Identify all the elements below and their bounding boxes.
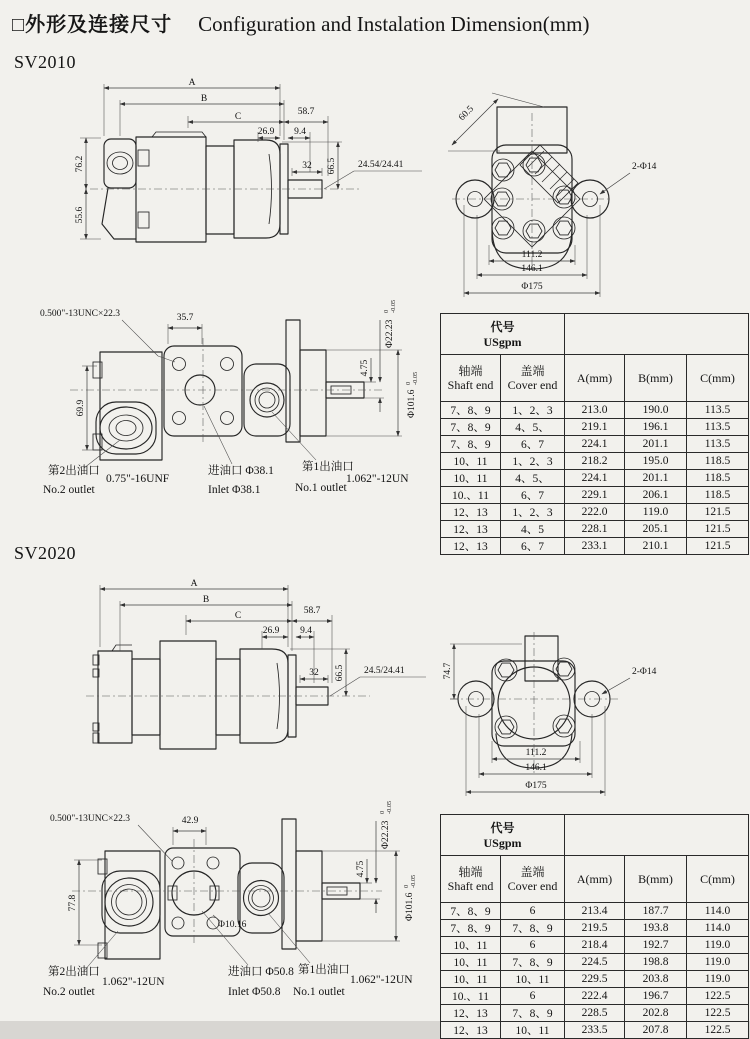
shaft-end-header: 轴端 Shaft end [441,355,501,402]
port-labels [43,406,409,496]
dimensions [100,579,426,696]
table-cell: 219.1 [565,419,625,436]
table-row [441,419,749,436]
table-cell: 10、11 [441,971,501,988]
dim-label: 55.6 [75,206,85,224]
table-row [441,521,749,538]
outlet2-label-en: No.2 outlet [43,986,95,998]
table-cell: 113.5 [687,402,749,419]
table-cell: 7、8、9 [441,903,501,920]
outlet2-label-cn: 第2出油口 [48,465,100,477]
cover-end-header: 盖端 Cover end [501,355,565,402]
dim-label: B [200,94,208,104]
table-row [441,937,749,954]
table-cell: 119.0 [687,937,749,954]
table-cell: 193.8 [625,920,687,937]
table-cell: 203.8 [625,971,687,988]
sv2020-port-view-drawing [10,800,440,1021]
table-cell: 10、11 [501,971,565,988]
dim-label: A [190,579,198,589]
dim-label: 24.5/24.41 [364,666,405,676]
table-cell: 205.1 [625,521,687,538]
table-cell: 218.4 [565,937,625,954]
table-cell: 12、13 [441,538,501,555]
inlet-label-en: Inlet Φ50.8 [228,986,281,998]
dim-label: Φ175 [525,781,547,791]
outlet2-thread: 0.75"-16UNF [106,473,170,485]
dim-label: 66.5 [335,664,345,682]
svg-text:0: 0 [383,309,390,313]
pump-outline [72,819,382,959]
dim-label: 32 [302,161,312,171]
pilot-dia-label [403,875,417,921]
table-cell: 121.5 [687,504,749,521]
table-cell: 228.5 [565,1005,625,1022]
dim-label: 58.7 [297,107,315,117]
table-cell: 6 [501,903,565,920]
inlet-label-en: Inlet Φ38.1 [208,484,261,496]
table-cell: 7、8、9 [501,954,565,971]
dimensions [40,300,419,450]
dim-label: C [234,112,242,122]
svg-text:0: 0 [379,810,386,814]
table-row [441,920,749,937]
pilot-dia-label [405,372,419,418]
table-cell: 122.5 [687,1022,749,1039]
table-row [441,1005,749,1022]
flange-outline [452,107,612,273]
table-cell: 121.5 [687,538,749,555]
shaft-dia-label [379,801,393,849]
inlet-label-cn: 进油口 Φ50.8 [228,966,294,978]
table-cell: 224.5 [565,954,625,971]
outlet1-label-cn: 第1出油口 [298,964,350,976]
sv2020-spec-table [440,814,749,1039]
table-cell: 10、11 [441,954,501,971]
page-title-cn: □外形及连接尺寸 [12,14,173,36]
dim-label: 2-Φ14 [632,667,657,677]
blank-header [565,815,749,856]
sv2010-flange-view-drawing [440,95,740,310]
table-cell: 6 [501,937,565,954]
table-cell: 7、8、9 [441,436,501,453]
table-cell: 229.1 [565,487,625,504]
table-cell: 224.1 [565,436,625,453]
page-title [12,8,589,37]
table-cell: 12、13 [441,1005,501,1022]
sv2010-port-view-drawing [10,300,440,535]
inlet-label-cn: 进油口 Φ38.1 [208,465,274,477]
table-cell: 233.1 [565,538,625,555]
table-cell: 202.8 [625,1005,687,1022]
table-cell: 118.5 [687,487,749,504]
table-cell: 207.8 [625,1022,687,1039]
svg-text:-0.05: -0.05 [412,371,419,385]
table-row [441,402,749,419]
table-cell: 201.1 [625,470,687,487]
table-cell: 187.7 [625,903,687,920]
dim-label: A [188,78,196,88]
table-cell: 114.0 [687,903,749,920]
table-cell: 10、11 [441,470,501,487]
table-cell: 229.5 [565,971,625,988]
sv2010-spec-table [440,313,749,555]
table-cell: 118.5 [687,470,749,487]
outlet1-label-cn: 第1出油口 [302,461,354,473]
table-row [441,988,749,1005]
table-cell: 6、7 [501,436,565,453]
table-cell: 10、11 [441,453,501,470]
page-title-en: Configuration and Instalation Dimension(mm) [198,12,590,36]
svg-text:-0.05: -0.05 [390,299,397,313]
dim-label: 146.1 [521,264,543,274]
table-cell: 114.0 [687,920,749,937]
table-cell: 210.1 [625,538,687,555]
svg-text:-0.05: -0.05 [386,800,393,814]
shaft-dia-label [383,300,397,348]
svg-text:Φ22.23: Φ22.23 [385,319,395,348]
dim-label: 2-Φ14 [632,162,657,172]
code-header: 代号 USgpm [441,314,565,355]
dim-label: Φ175 [521,282,543,292]
dim-label: 42.9 [181,816,199,826]
dim-label: 76.2 [75,155,85,173]
table-cell: 196.7 [625,988,687,1005]
table-row [441,453,749,470]
table-cell: 222.0 [565,504,625,521]
table-cell: 12、13 [441,504,501,521]
table-cell: 7、8、9 [441,402,501,419]
dim-label: 74.7 [443,662,453,680]
table-cell: 10、11 [501,1022,565,1039]
thread-label: 0.500"-13UNC×22.3 [40,309,120,319]
dim-label: 58.7 [303,606,321,616]
outlet1-thread: 1.062"-12UN [350,974,413,986]
table-cell: 119.0 [687,971,749,988]
table-cell: 1、2、3 [501,504,565,521]
table-cell: 122.5 [687,1005,749,1022]
table-cell: 119.0 [625,504,687,521]
dim-label: 77.8 [68,894,78,912]
dim-label: Φ10.16 [218,920,247,930]
table-cell: 10.、11 [441,487,501,504]
table-cell: 118.5 [687,453,749,470]
pump-outline [90,132,360,242]
table-cell: 213.4 [565,903,625,920]
table-cell: 12、13 [441,521,501,538]
outlet1-thread: 1.062"-12UN [346,473,409,485]
dim-label: 146.1 [525,763,547,773]
svg-text:Φ101.6: Φ101.6 [407,389,417,418]
table-cell: 7、8、9 [441,920,501,937]
table-row [441,436,749,453]
table-cell: 213.0 [565,402,625,419]
model-label-sv2010: SV2010 [14,52,77,72]
dim-label: 66.5 [327,157,337,175]
table-cell: 206.1 [625,487,687,504]
table-cell: 1、2、3 [501,453,565,470]
svg-text:-0.05: -0.05 [410,874,417,888]
table-cell: 119.0 [687,954,749,971]
table-cell: 6、7 [501,487,565,504]
table-cell: 6 [501,988,565,1005]
dim-label: 35.7 [176,313,194,323]
table-cell: 1、2、3 [501,402,565,419]
svg-text:Φ22.23: Φ22.23 [381,820,391,849]
dim-label: 4.75 [360,359,370,377]
table-cell: 113.5 [687,419,749,436]
svg-text:0: 0 [405,381,412,385]
col-a-header: A(mm) [565,856,625,903]
col-c-header: C(mm) [687,856,749,903]
outlet1-label-en: No.1 outlet [295,482,347,494]
code-header: 代号 USgpm [441,815,565,856]
svg-text:0: 0 [403,884,410,888]
table-cell: 198.8 [625,954,687,971]
table-cell: 122.5 [687,988,749,1005]
table-row [441,538,749,555]
dimensions [75,78,422,239]
pump-outline [86,641,370,749]
dim-label: 9.4 [294,127,306,137]
pump-outline [70,320,385,460]
table-row [441,487,749,504]
table-cell: 4、5、 [501,470,565,487]
dim-label: B [202,595,210,605]
table-cell: 7、8、9 [441,419,501,436]
table-row [441,971,749,988]
svg-text:Φ101.6: Φ101.6 [405,892,415,921]
dim-label: 26.9 [257,127,275,137]
table-cell: 190.0 [625,402,687,419]
table-cell: 4、5、 [501,419,565,436]
table-cell: 222.4 [565,988,625,1005]
table-cell: 6、7 [501,538,565,555]
col-a-header: A(mm) [565,355,625,402]
table-row [441,903,749,920]
dim-label: 32 [309,668,319,678]
col-b-header: B(mm) [625,355,687,402]
dim-label: 9.4 [300,626,312,636]
table-cell: 121.5 [687,521,749,538]
dim-label: 26.9 [262,626,280,636]
dim-label: 4.75 [356,860,366,878]
table-cell: 219.5 [565,920,625,937]
cover-end-header: 盖端 Cover end [501,856,565,903]
table-cell: 224.1 [565,470,625,487]
outlet2-label-en: No.2 outlet [43,484,95,496]
table-cell: 113.5 [687,436,749,453]
outlet2-label-cn: 第2出油口 [48,966,100,978]
sv2020-flange-view-drawing [440,626,740,816]
dim-label: C [234,611,242,621]
dim-label: 24.54/24.41 [358,160,404,170]
sv2010-side-view-drawing [52,76,452,268]
dim-label: 60.5 [457,104,476,123]
table-cell: 10、11 [441,937,501,954]
table-cell: 196.1 [625,419,687,436]
table-cell: 12、13 [441,1022,501,1039]
table-cell: 228.1 [565,521,625,538]
col-c-header: C(mm) [687,355,749,402]
table-row [441,1022,749,1039]
col-b-header: B(mm) [625,856,687,903]
table-cell: 7、8、9 [501,1005,565,1022]
dim-label: 111.2 [525,748,547,758]
outlet2-thread: 1.062"-12UN [102,976,165,988]
table-cell: 7、8、9 [501,920,565,937]
outlet1-label-en: No.1 outlet [293,986,345,998]
table-row [441,954,749,971]
dimensions [443,644,657,796]
sv2020-side-view-drawing [52,563,452,763]
table-cell: 4、5 [501,521,565,538]
blank-header [565,314,749,355]
table-cell: 233.5 [565,1022,625,1039]
thread-label: 0.500"-13UNC×22.3 [50,814,130,824]
model-label-sv2020: SV2020 [14,543,77,563]
shaft-end-header: 轴端 Shaft end [441,856,501,903]
dimensions [448,93,657,297]
table-row [441,504,749,521]
dim-label: 111.2 [521,250,543,260]
dim-label: 69.9 [76,399,86,417]
table-cell: 192.7 [625,937,687,954]
table-cell: 195.0 [625,453,687,470]
table-cell: 201.1 [625,436,687,453]
table-cell: 10.、11 [441,988,501,1005]
table-row [441,470,749,487]
table-cell: 218.2 [565,453,625,470]
